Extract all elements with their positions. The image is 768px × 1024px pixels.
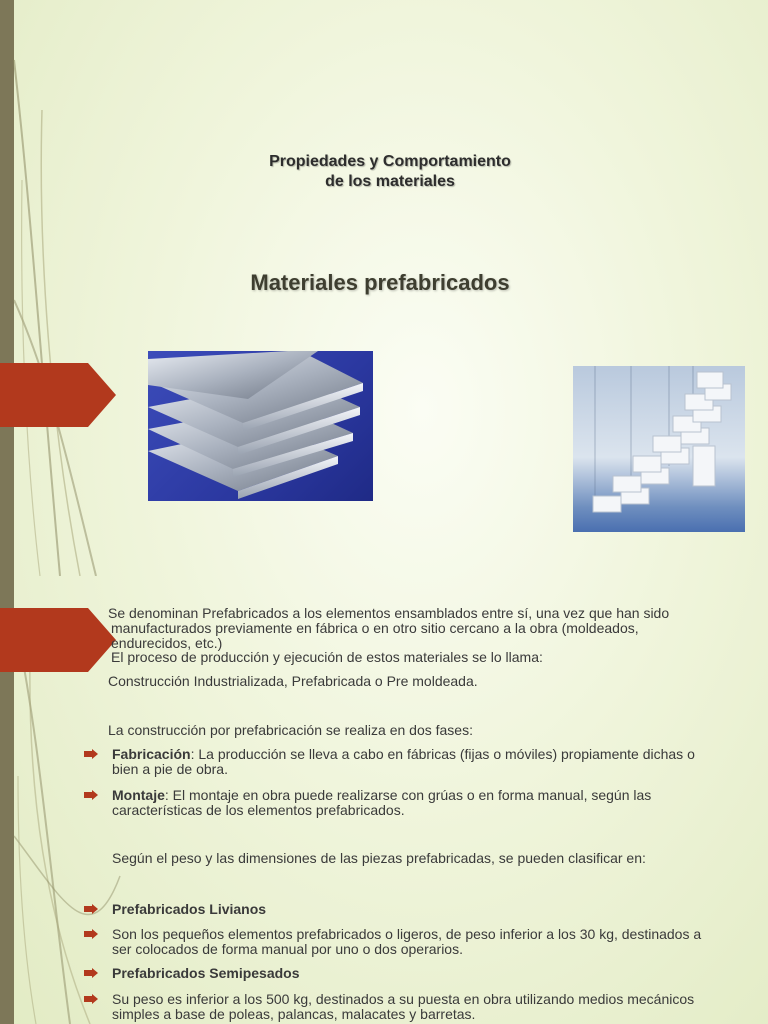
slide-title-line-2: de los materiales xyxy=(325,173,455,190)
phase-montaje xyxy=(112,788,651,818)
phase-desc-cont: bien a pie de obra. xyxy=(112,761,228,777)
intro-line-5: Construcción Industrializada, Prefabricada o Pre moldeada. xyxy=(108,673,478,689)
arrow-bullet-icon xyxy=(84,904,98,914)
precast-blocks-image xyxy=(573,366,745,532)
intro-line-4: El proceso de producción y ejecución de estos materiales se lo llama: xyxy=(111,649,543,665)
phase-desc: : El montaje en obra puede realizarse con grúas o en forma manual, según las xyxy=(164,787,652,803)
phases-intro: La construcción por prefabricación se realiza en dos fases: xyxy=(108,722,473,738)
phase-desc-cont: características de los elementos prefabricados. xyxy=(112,802,405,818)
grass-decoration xyxy=(0,0,130,576)
slide-subtitle: Materiales prefabricados xyxy=(250,270,510,295)
intro-line-1: Se denominan Prefabricados a los elementos ensamblados entre sí, una vez que han sido xyxy=(108,605,670,621)
arrow-bullet-icon xyxy=(84,968,98,978)
item-desc-line-2: simples a base de poleas, palancas, malacates y barretas. xyxy=(112,1006,476,1022)
intro-line-2: manufacturados previamente en fábrica o en otro sitio cercano a la obra (moldeados, xyxy=(111,620,639,636)
item-semipesados: Prefabricados Semipesados xyxy=(112,965,300,981)
classify-intro: Según el peso y las dimensiones de las piezas prefabricadas, se pueden clasificar en: xyxy=(112,850,646,866)
phase-fabricacion xyxy=(112,747,695,777)
slide-title xyxy=(210,152,570,192)
item-desc-line-2: ser colocados de forma manual por uno o dos operarios. xyxy=(112,941,463,957)
metal-plates-image xyxy=(148,351,373,501)
phase-term: Montaje xyxy=(112,787,165,803)
arrow-bullet-icon xyxy=(84,790,98,800)
item-desc-line-1: Son los pequeños elementos prefabricados o ligeros, de peso inferior a los 30 kg, destinados a xyxy=(112,926,702,942)
arrow-bullet-icon xyxy=(84,994,98,1004)
item-semipesados-desc xyxy=(112,992,694,1022)
phase-desc: : La producción se lleva a cabo en fábricas (fijas o móviles) propiamente dichas o xyxy=(190,746,695,762)
arrow-bullet-icon xyxy=(84,929,98,939)
intro-line-3: endurecidos, etc.) xyxy=(111,635,223,651)
slide-title-line-1: Propiedades y Comportamiento xyxy=(269,153,511,170)
item-livianos-desc xyxy=(112,927,701,957)
item-livianos: Prefabricados Livianos xyxy=(112,901,267,917)
item-desc-line-1: Su peso es inferior a los 500 kg, destinados a su puesta en obra utilizando medios mecánicos xyxy=(112,991,695,1007)
phase-term: Fabricación xyxy=(112,746,191,762)
arrow-bullet-icon xyxy=(84,749,98,759)
slide-2 xyxy=(0,576,768,1024)
